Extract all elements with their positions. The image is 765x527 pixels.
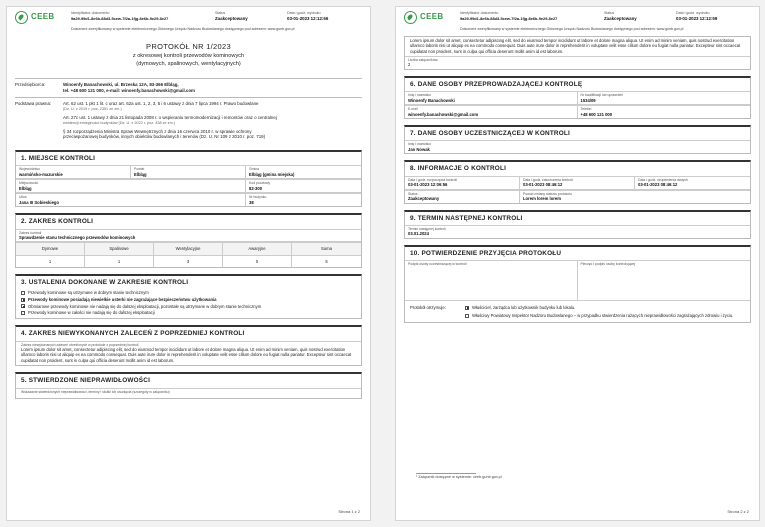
- print-date-value: 03-01-2023 12:12:59: [676, 15, 718, 21]
- contractor-row: [7, 79, 370, 97]
- field-label: E-mail: [408, 107, 418, 112]
- contractor-address: Winoenfy Banachowski, ul. Brzeska 12A, 83-366 Elbląg,: [63, 81, 179, 87]
- page-header: [7, 7, 370, 29]
- field-label: Telefon: [580, 107, 592, 112]
- field-label: Województwo: [19, 167, 40, 172]
- section-title: 8. INFORMACJE O KONTROLI: [410, 165, 507, 173]
- continuation-text: Lorem ipsum dolor sit amet, consectetur adipiscing elit, sed do eiusmod tempor incididunt ut labore et dolore magna aliqua. Ut enim ad minim veniam, quis nostrud exercitation ullamco laboris nisi ut aliquip ex ea commodo consequat. Duis aute irure dolor in reprehenderit in voluptate velit esse cillum dolore eu fugiat nulla pariatur. Excepteur sint occaecat cupidatat non proident, sunt in culpa qui officia deserunt mollit anim id est laborum.: [410, 37, 741, 54]
- column-header: Suma: [321, 246, 332, 252]
- doc-id-label: Identyfikator dokumentu: [460, 11, 499, 15]
- next-inspection-date: 03.01.2024: [408, 231, 429, 237]
- town-value: Elbląg: [19, 185, 32, 191]
- footnote: ¹ Załącznik dostępne w systemie: ceeb.gunb.gov.pl: [416, 475, 502, 480]
- page-number: Strona 1 z 2: [338, 508, 360, 514]
- doc-id-label: Identyfikator dokumentu: [71, 11, 110, 15]
- count-cell: 0: [223, 256, 292, 267]
- option-label: Przewody kominowe w całości nie nadają się do dalszej eksploatacji: [28, 310, 155, 316]
- contractor-label: Przedsiębiorca:: [15, 81, 46, 87]
- section-title: 2. ZAKRES KONTROLI: [21, 218, 94, 226]
- field-label: Nr kwalifikacji lub uprawnień: [580, 93, 624, 98]
- field-label: Wskazanie stwierdzonych nieprawidłowości, terminy i skutki ich usunięcia (szczegóły w załączniku): [21, 389, 170, 394]
- inspector-name: Winoenfy Banachowski: [408, 97, 455, 103]
- scope-value: Sprawdzenie stanu technicznego przewodów kominowych: [19, 234, 136, 240]
- recommendations-text: Lorem ipsum dolor sit amet, consectetur adipiscing elit, sed do eiusmod tempor incididunt ut labore et dolore magna aliqua. Ut enim ad minim veniam, quis nostrud exercitation ullamco laboris nisi ut aliquip ex ea commodo consequat. Duis aute irure dolor in reprehenderit in voluptate velit esse cillum dolore eu fugiat nulla pariatur. Excepteur sint occaecat cupidatat non proident, sunt in culpa qui officia deserunt mollit anim id est laborum.: [21, 346, 352, 363]
- section-findings: [15, 274, 362, 319]
- verification-note: Dokument zweryfikowany w systemie elektronicznego Głównego Urzędu Nadzoru Budowlanego dostępnego pod adresem: www.gunb.gov.pl: [71, 27, 295, 31]
- count-cell: 3: [154, 256, 223, 267]
- field-label: Zakres kontroli: [19, 230, 42, 235]
- count-cell: 1: [16, 256, 85, 267]
- verification-note: Dokument zweryfikowany w systemie elektronicznego Głównego Urzędu Nadzoru Budowlanego dostępnego pod adresem: www.gunb.gov.pl: [460, 27, 684, 31]
- section-title: 6. DANE OSOBY PRZEPROWADZAJĄCEJ KONTROLĘ: [410, 80, 583, 88]
- field-label: Gmina: [249, 167, 259, 172]
- field-label: Kod pocztowy: [249, 181, 271, 186]
- field-label: Imię i nazwisko: [408, 142, 431, 147]
- county-value: Elbląg: [134, 171, 147, 177]
- field-label: Data i godz. rozpoczęcia kontroli: [408, 177, 458, 182]
- voivodeship-value: warmińsko-mazurskie: [19, 171, 63, 177]
- doc-id-value: 9a29-99d1-8e6b-88d3-5cew-7f2a-1fjg-8e6b-9e29-8e27: [460, 15, 558, 21]
- section-next-inspection: [404, 210, 751, 239]
- field-label: Liczba załączników¹: [408, 58, 439, 63]
- column-header: Awaryjne: [223, 243, 292, 254]
- protocol-title: PROTOKÓŁ NR 1/2023: [146, 41, 231, 51]
- field-label: Miejscowość: [19, 181, 39, 186]
- section-inspection-place: [15, 150, 362, 207]
- legal-basis-row: [7, 98, 370, 144]
- protocol-subtitle: z okresowej kontroli przewodów kominowych: [132, 53, 245, 60]
- section-inspector-data: [404, 76, 751, 119]
- finding-option[interactable]: [16, 310, 361, 317]
- inspector-phone: +48 600 121 000: [580, 111, 613, 117]
- column-header: Wentylacyjne: [154, 243, 223, 254]
- legal-item: § 34 rozporządzenia Ministra Spraw Wewnętrznych z dnia 16 czerwca 2010 r. w sprawie ochrony: [63, 128, 252, 134]
- protocol-status: Zaakceptowany: [408, 195, 440, 201]
- end-datetime: 03-01-2023 08:46:12: [523, 182, 563, 188]
- recipient-option[interactable]: [465, 313, 745, 318]
- section-acknowledgement: [404, 245, 751, 323]
- section-title: 9. TERMIN NASTĘPNEJ KONTROLI: [410, 214, 523, 222]
- contractor-contact: tel. +48 600 121 000, e-mail: winoenfy.banachowski@gmail.com: [63, 87, 195, 93]
- page-header: [396, 7, 759, 29]
- print-date-label: Data i godz. wydruku: [287, 11, 321, 15]
- section-title: 3. USTALENIA DOKONANE W ZAKRESIE KONTROLI: [21, 279, 189, 287]
- option-label: Właściciel, zarządca lub użytkownik budynku lub lokalu.: [472, 305, 576, 311]
- legal-item: przeciwpożarowej budynków, innych obiektów budowlanych i terenów (Dz. U. Nr 109 z 2010 r. poz. 719): [63, 134, 266, 140]
- participant-name: Jan Nowak: [408, 146, 430, 152]
- logo-text: CEEB: [31, 12, 55, 22]
- column-header: Dymowe: [16, 243, 85, 254]
- document-page-1: [6, 6, 371, 521]
- legal-basis-label: Podstawa prawna:: [15, 101, 52, 107]
- field-label: Nr budynku: [249, 195, 267, 200]
- option-label: Obmiarowe przewody kominowe nie nadają się do dalszej eksploatacji, pozostałe są utrzymane w dobrym stanie technicznym: [28, 303, 262, 309]
- checkbox-checked[interactable]: [21, 304, 25, 308]
- protocol-title-block: [7, 42, 370, 68]
- street-value: Jana III Sobieskiego: [19, 199, 60, 205]
- legal-item: Art. 62 ust. 1 pkt 1 lit. c oraz art. 62a ust. 1, 2, 3, 5 i 6 ustawy z dnia 7 lipca 1994 r. Prawo budowlane: [63, 101, 259, 107]
- section-inspection-scope: [15, 213, 362, 268]
- field-label: Ulica: [19, 195, 27, 200]
- section-title: 5. STWIERDZONE NIEPRAWIDŁOWOŚCI: [21, 377, 151, 385]
- legal-item: ewidencji emisyjności budynków (Dz. U. z 2022 r. poz. 438 ze zm.): [63, 120, 176, 125]
- field-label: Powód zmiany statusu protokołu: [523, 191, 572, 196]
- section-unfulfilled-recommendations: [15, 325, 362, 366]
- status-value: Zaakceptowany: [604, 15, 637, 21]
- protocol-subtitle-2: (dymowych, spalinowych, wentylacyjnych): [136, 60, 241, 67]
- page-number: Strona 2 z 2: [727, 508, 749, 514]
- field-label: Zakres niewykonanych zaleceń określonych w protokole z poprzedniej kontroli: [21, 342, 139, 347]
- section-title: 4. ZAKRES NIEWYKONANYCH ZALECEŃ Z POPRZEDNIEJ KONTROLI: [21, 330, 245, 338]
- checkbox-checked[interactable]: [21, 298, 25, 302]
- section-irregularities: [15, 372, 362, 398]
- option-label: Przewody kominowe posiadają niewielkie usterki nie zagrażające bezpieczeństwu użytkowania: [28, 296, 217, 302]
- status-label: Status: [604, 11, 615, 15]
- section-participant-data: [404, 125, 751, 154]
- status-label: Status: [215, 11, 226, 15]
- signature-label: Podpis osoby uczestniczącej w kontroli: [408, 262, 467, 267]
- finding-option[interactable]: [16, 296, 361, 303]
- start-datetime: 03-01-2023 12:06:56: [408, 182, 448, 188]
- document-page-2: [395, 6, 760, 521]
- logo: [404, 11, 460, 24]
- flue-count-header: [16, 242, 361, 254]
- section-title: 10. POTWIERDZENIE PRZYJĘCIA PROTOKOŁU: [410, 249, 562, 257]
- checkbox-checked[interactable]: [465, 306, 469, 310]
- print-date-value: 03-01-2023 12:12:66: [287, 15, 329, 21]
- checkbox[interactable]: [465, 314, 469, 318]
- building-number-value: 38: [249, 199, 254, 205]
- section-title: 7. DANE OSOBY UCZESTNICZĄCEJ W KONTROLI: [410, 130, 571, 138]
- print-date-label: Data i godz. wydruku: [676, 11, 710, 15]
- commune-value: Elbląg (gmina miejska): [249, 171, 295, 177]
- section-title: 1. MIEJSCE KONTROLI: [21, 155, 96, 163]
- inspector-email: winoenfy.banachowski@gmail.com: [408, 111, 479, 117]
- column-header: Spalinowe: [85, 243, 154, 254]
- logo-text: CEEB: [420, 12, 444, 22]
- count-cell: 1: [85, 256, 154, 267]
- section-continuation: [404, 36, 751, 70]
- section-inspection-info: [404, 160, 751, 203]
- count-cell: 5: [325, 258, 328, 264]
- option-label: Właściwy Powiatowy Inspektor Nadzoru Budowlanego – w przypadku stwierdzenia rażących nieprawidłowości zagrażających zdrowiu i życiu.: [472, 312, 734, 318]
- attachments-count: 2: [408, 62, 411, 68]
- checkbox[interactable]: [21, 291, 25, 295]
- license-number: 1534/09: [580, 97, 596, 103]
- field-label: Powiat: [134, 167, 145, 172]
- checkbox[interactable]: [21, 311, 25, 315]
- legal-item: (Dz. U. z 2019 r. poz. 2351 ze zm.): [63, 107, 122, 112]
- field-label: Imię i nazwisko: [408, 93, 431, 98]
- status-change-reason: Lorem lorem lorem: [523, 195, 561, 201]
- flue-count-row: [16, 255, 361, 267]
- recipients-label: Protokół otrzymuje:: [410, 305, 446, 311]
- field-label: Status: [408, 191, 418, 196]
- option-label: Przewody kominowe są utrzymane w dobrym stanie technicznym: [28, 290, 149, 296]
- completion-datetime: 03-01-2023 08:46:12: [638, 182, 678, 188]
- field-label: Data i godz. zakończenia kontroli: [523, 177, 573, 182]
- postal-code-value: 82-300: [249, 185, 263, 191]
- legal-item: Art. 27c ust. 1 ustawy z dnia 21 listopada 2008 r. o wspieraniu termomodernizacji i remontów oraz o centralnej: [63, 115, 277, 121]
- field-label: Data i godz. uzupełnienia danych: [638, 177, 688, 182]
- leaf-icon: [15, 11, 28, 24]
- finding-option[interactable]: [16, 290, 361, 297]
- logo: [15, 11, 71, 24]
- finding-option[interactable]: [16, 303, 361, 310]
- status-value: Zaakceptowany: [215, 15, 248, 21]
- field-label: Termin następnej kontroli: [408, 226, 446, 231]
- recipient-option[interactable]: [465, 305, 745, 312]
- doc-id-value: 9a29-99d1-8e6b-88d3-5cew-7f2a-1fjg-8e6b-9e29-8e27: [71, 15, 169, 21]
- stamp-label: Pieczęć i podpis osoby kontrolującej: [580, 262, 635, 267]
- leaf-icon: [404, 11, 417, 24]
